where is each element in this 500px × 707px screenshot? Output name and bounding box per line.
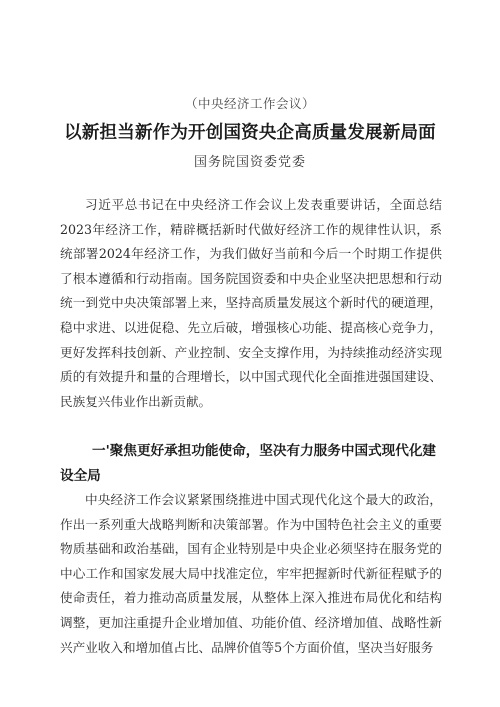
- body-paragraph-2: 中央经济工作会议紧紧围绕推进中国式现代化这个最大的政治，作出一系列重大战略判断和决策部署。作为中国特色社会主义的重要物质基础和政治基础，国有企业特别是中央企业必须坚持在服务党的中心工作和国家发展大局中找准定位，牢牢把握新时代新征程赋予的使命责任，着力推动高质量发展，从整体上深入推进布局优化和结构调整，更加注重提升企业增加值、功能价值、经济增加值、战略性新兴产业收入和增加值占比、品牌价值等5个方面价值，坚决当好服务: [60, 492, 442, 655]
- page-title: 以新担当新作为开创国资央企高质量发展新局面: [64, 123, 436, 143]
- section-heading-1: 一'聚焦更好承担功能使命，坚决有力服务中国式现代化建设全局: [60, 443, 437, 484]
- body-paragraph-1: 习近平总书记在中央经济工作会议上发表重要讲话，全面总结2023年经济工作，精辟概括新时代做好经济工作的规律性认识，系统部署2024年经济工作，为我们做好当前和今后一个时期工作提供了根本遵循和行动指南。国务院国资委和中央企业坚决把思想和行动统一到党中央决策部署上来，坚持高质量发展这个新时代的硬道理，稳中求进、以进促稳、先立后破，增强核心功能、提高核心竞争力，更好发挥科技创新、产业控制、安全支撑作用，为持续推动经济实现质的有效提升和量的合理增长，以中国式现代化全面推进强国建设、民族复兴伟业作出新贡献。: [60, 197, 442, 409]
- author-line: 国务院国资委党委: [193, 155, 306, 170]
- meeting-header-note: （中央经济工作会议）: [184, 96, 315, 111]
